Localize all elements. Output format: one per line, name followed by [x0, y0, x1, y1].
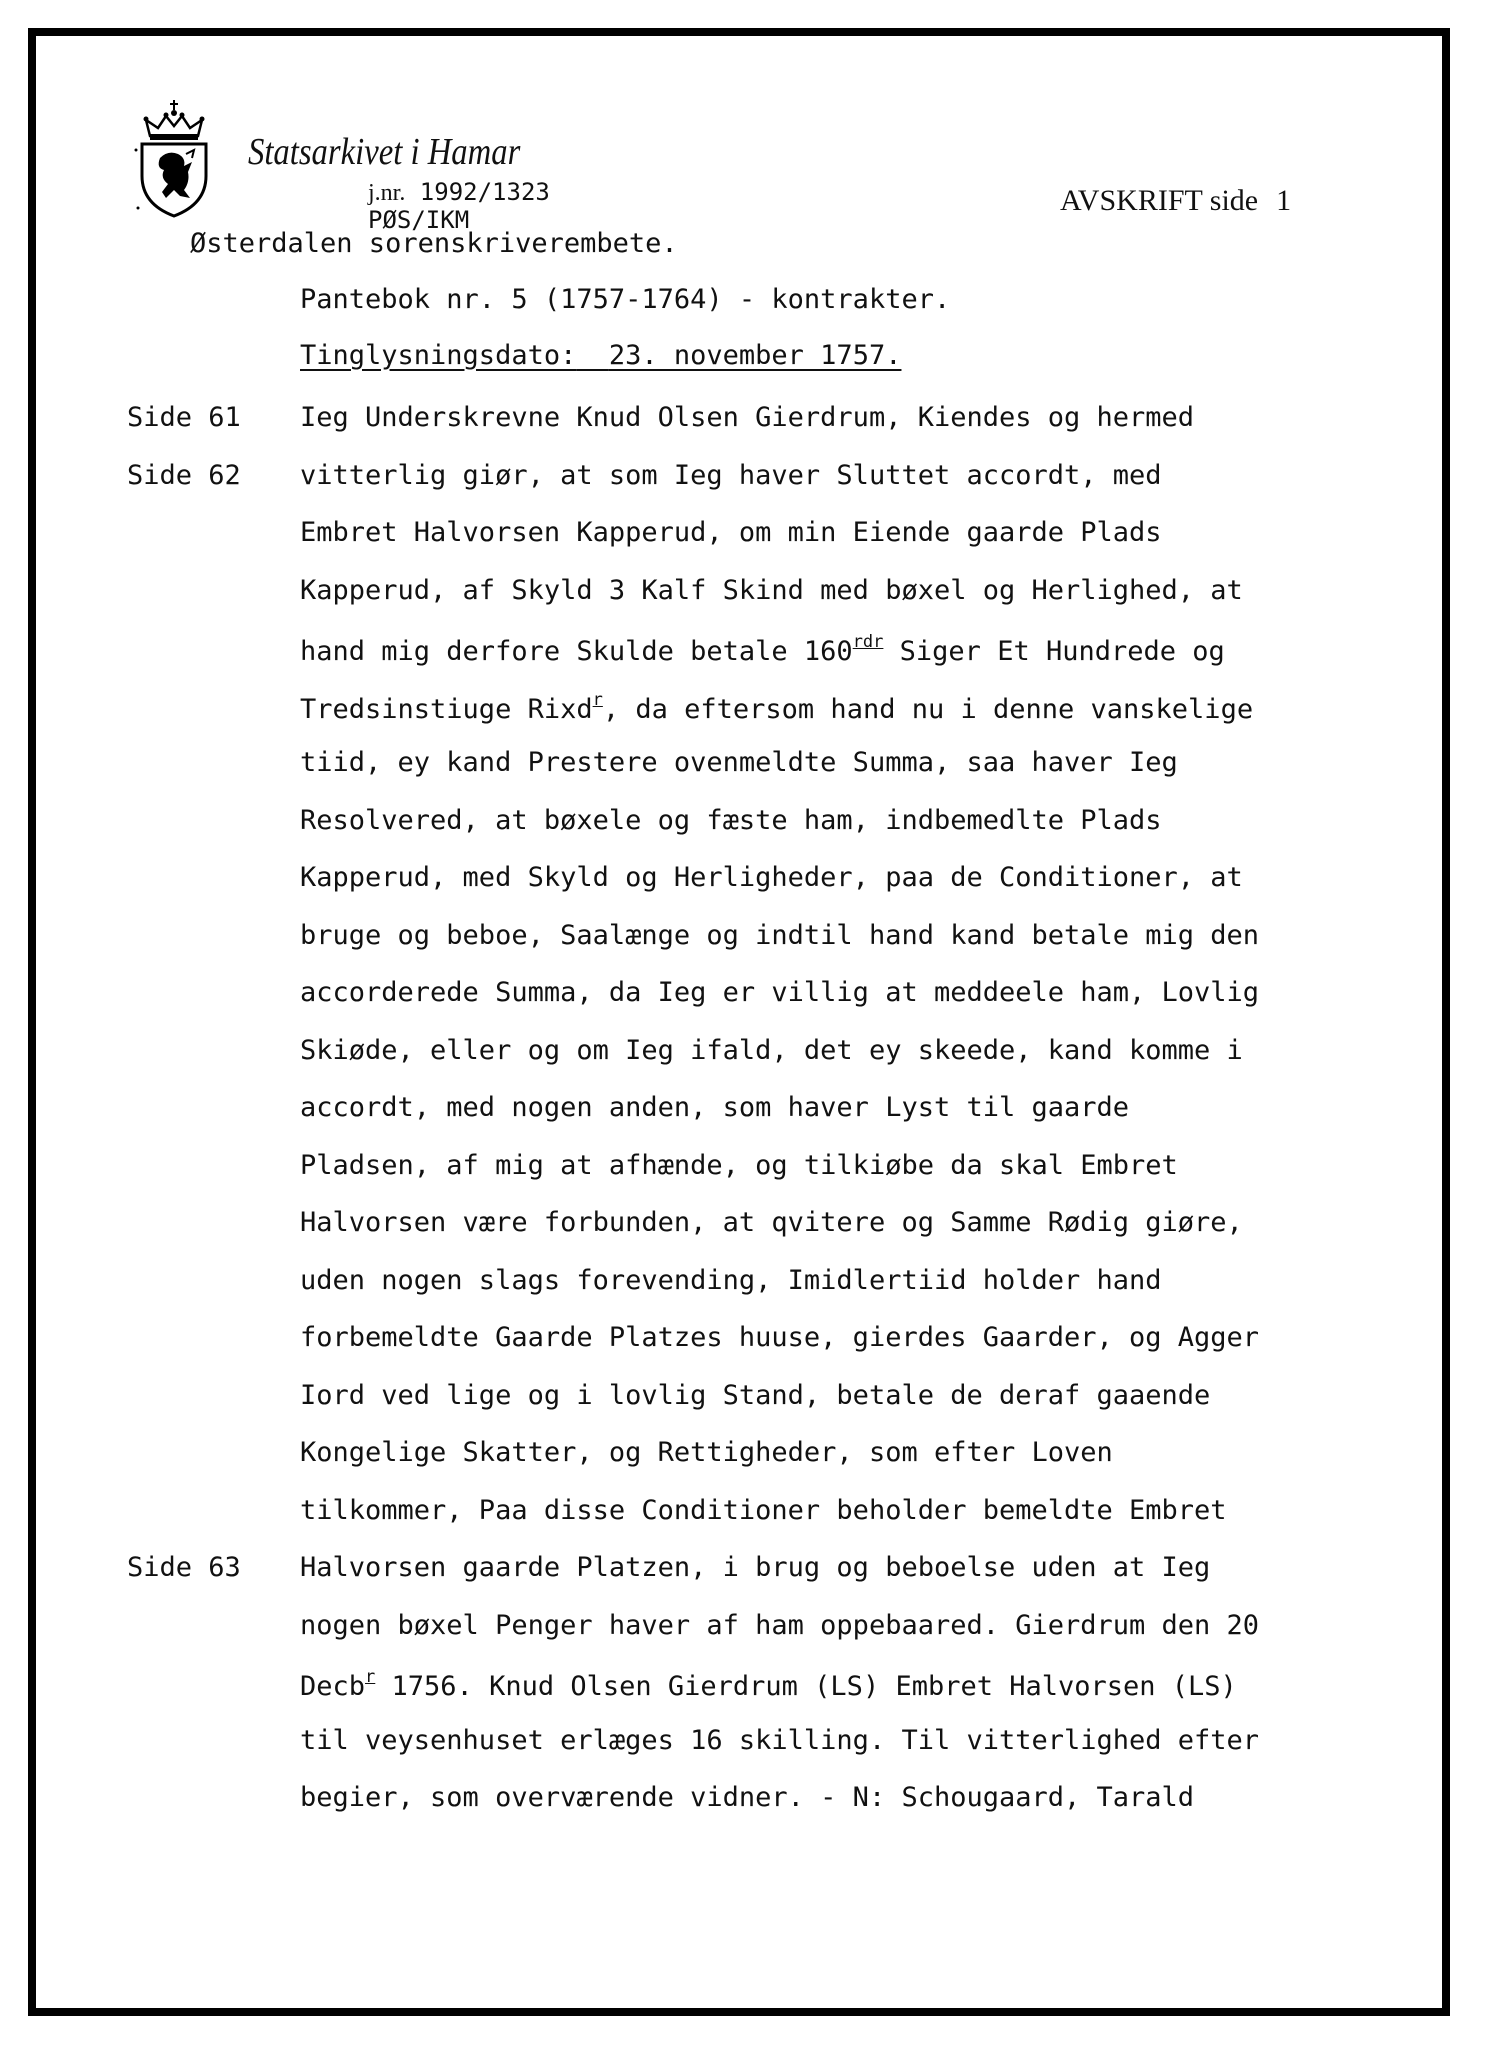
- book-title: Pantebok nr. 5 (1757-1764) - kontrakter.: [300, 284, 951, 315]
- journal-number-label: j.nr.: [368, 180, 406, 206]
- body-line: Iord ved lige og i lovlig Stand, betale de deraf gaaende: [300, 1379, 1211, 1411]
- body-line: tilkommer, Paa disse Conditioner beholder bemeldte Embret: [300, 1494, 1227, 1526]
- body-line: tiid, ey kand Prestere ovenmeldte Summa, saa haver Ieg: [300, 747, 1178, 778]
- body-line: bruge og beboe, Saalænge og indtil hand kand betale mig den: [300, 919, 1260, 951]
- body-line: nogen bøxel Penger haver af ham oppebaared. Gierdrum den 20: [300, 1609, 1260, 1641]
- page-border: [28, 28, 1450, 2016]
- body-line: accorderede Summa, da Ieg er villig at meddeele ham, Lovlig: [300, 977, 1260, 1008]
- journal-number: [368, 178, 550, 207]
- margin-page-note: Side 62: [127, 459, 241, 491]
- avskrift-page-label: [1060, 184, 1291, 218]
- margin-page-note: Side 61: [127, 402, 241, 433]
- body-line: Halvorsen gaarde Platzen, i brug og beboelse uden at Ieg: [300, 1552, 1211, 1583]
- registration-date: [0, 342, 901, 369]
- body-line: uden nogen slags forevending, Imidlertiid holder hand: [300, 1264, 1162, 1296]
- avskrift-label: AVSKRIFT side: [1060, 184, 1259, 217]
- body-line: Resolvered, at bøxele og fæste ham, indbemedlte Plads: [300, 804, 1162, 836]
- norwegian-coat-of-arms-icon: [134, 98, 214, 220]
- body-text: Siger Et Hundrede og: [883, 636, 1225, 667]
- avskrift-page-number: 1: [1276, 184, 1292, 217]
- body-line: til veysenhuset erlæges 16 skilling. Til vitterlighed efter: [300, 1724, 1260, 1756]
- body-line: [300, 1669, 1237, 1700]
- body-line: accordt, med nogen anden, som haver Lyst til gaarde: [300, 1092, 1130, 1123]
- body-text: hand mig derfore Skulde betale 160: [300, 636, 853, 667]
- superscript-abbreviation: r: [365, 1667, 376, 1687]
- body-line: Ieg Underskrevne Knud Olsen Gierdrum, Kiendes og hermed: [300, 402, 1195, 433]
- body-line: forbemeldte Gaarde Platzes huuse, gierdes Gaarder, og Agger: [300, 1322, 1260, 1353]
- body-line: Pladsen, af mig at afhænde, og tilkiøbe da skal Embret: [300, 1149, 1178, 1181]
- margin-page-note: Side 63: [127, 1552, 241, 1583]
- body-line: Kapperud, med Skyld og Herligheder, paa de Conditioner, at: [300, 862, 1243, 893]
- body-line: Halvorsen være forbunden, at qvitere og Samme Rødig giøre,: [300, 1207, 1243, 1238]
- body-text: 1756. Knud Olsen Gierdrum (LS) Embret Halvorsen (LS): [375, 1671, 1237, 1702]
- body-text: , da eftersom hand nu i denne vanskelige: [602, 693, 1254, 725]
- body-text: Decb: [300, 1671, 366, 1702]
- body-line: Skiøde, eller og om Ieg ifald, det ey skeede, kand komme i: [300, 1034, 1243, 1066]
- office-title: Østerdalen sorenskriverembete.: [190, 228, 678, 259]
- body-line: Kapperud, af Skyld 3 Kalf Skind med bøxel og Herlighed, at: [300, 574, 1243, 606]
- body-line: Embret Halvorsen Kapperud, om min Eiende gaarde Plads: [300, 517, 1162, 548]
- superscript-abbreviation: r: [592, 689, 603, 710]
- body-line: [300, 634, 1225, 665]
- clerk-initials: PØS/IKM: [368, 206, 470, 234]
- superscript-abbreviation: rdr: [852, 632, 884, 652]
- body-line: vitterlig giør, at som Ieg haver Sluttet accordt, med: [300, 459, 1162, 491]
- archive-name: Statsarkivet i Hamar: [248, 131, 521, 173]
- body-line: Kongelige Skatter, og Rettigheder, som efter Loven: [300, 1437, 1113, 1468]
- registration-date-label: Tinglysningsdato:: [300, 340, 577, 371]
- body-line: begier, som overværende vidner. - N: Schougaard, Tarald: [300, 1782, 1195, 1813]
- body-line: [300, 689, 1254, 725]
- registration-date-value: 23. november 1757.: [608, 340, 902, 371]
- body-text: Tredsinstiuge Rixd: [300, 693, 593, 725]
- journal-number-value: 1992/1323: [419, 178, 550, 206]
